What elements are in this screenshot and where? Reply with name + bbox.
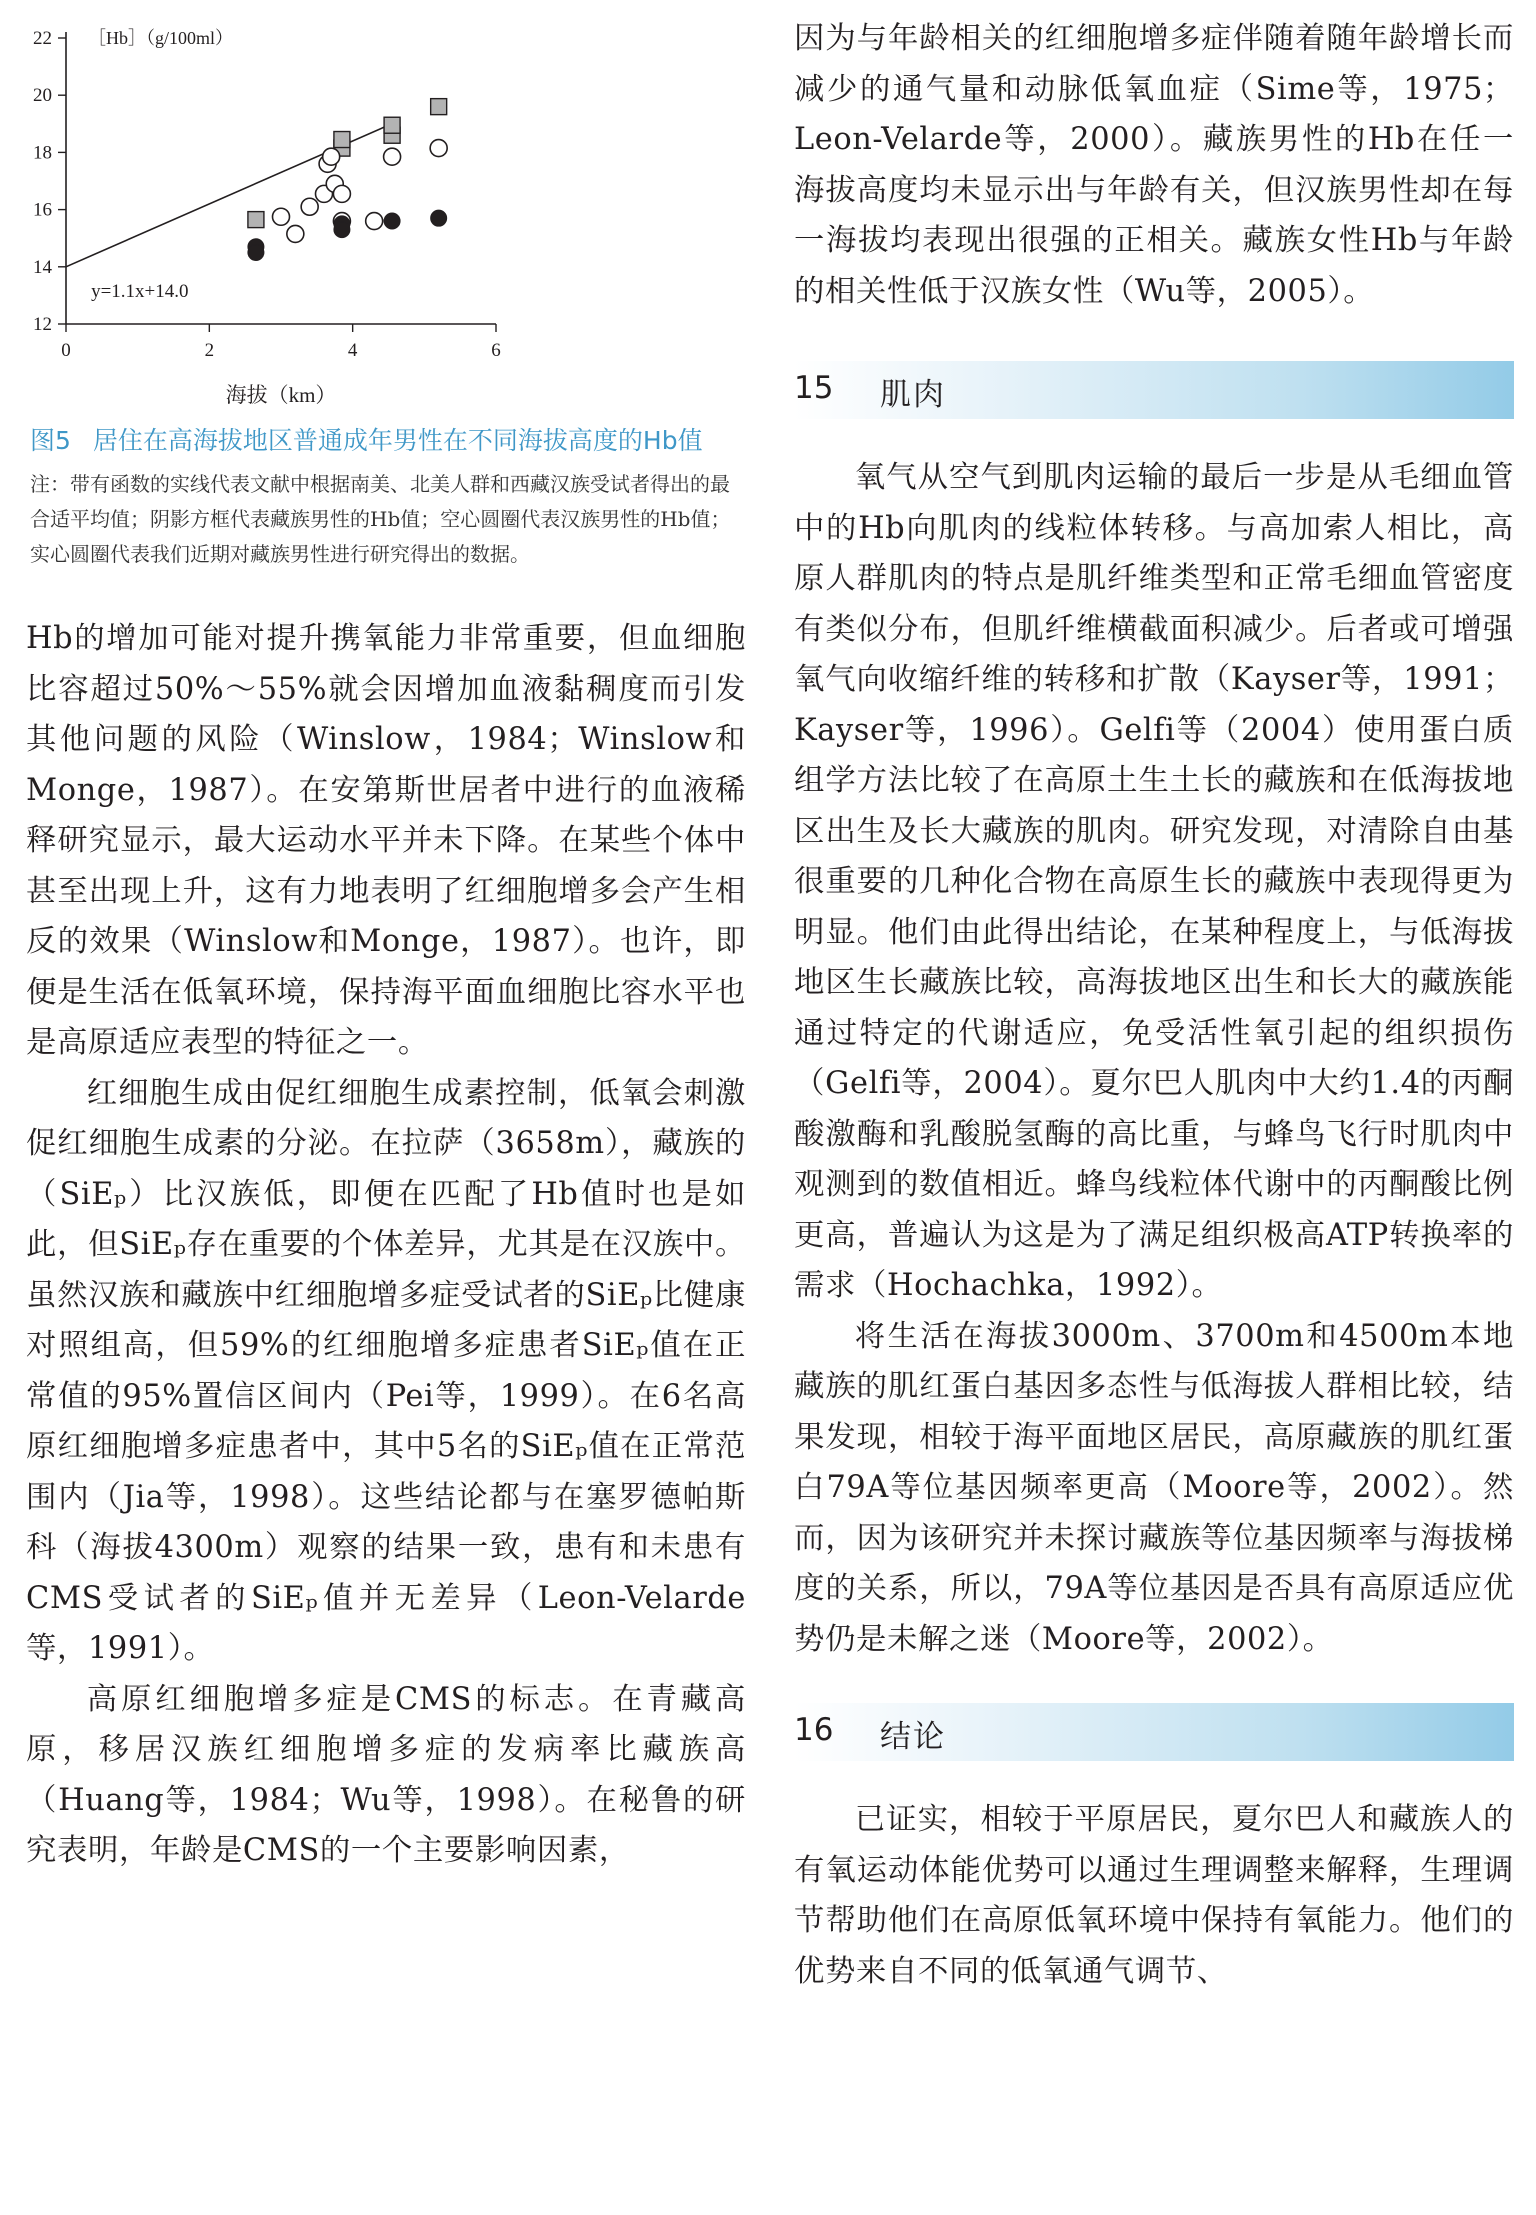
section-title: 肌肉 (880, 377, 946, 413)
hb-altitude-chart (26, 0, 746, 420)
data-point-open-circle (384, 148, 401, 165)
y-tick-label: 20 (33, 85, 52, 107)
section-heading-15 (794, 361, 1514, 419)
data-point-open-circle (301, 198, 318, 215)
x-tick-label: 6 (491, 340, 501, 361)
y-tick-label: 16 (33, 199, 52, 221)
data-point-open-circle (333, 185, 350, 202)
section-number: 15 (794, 370, 834, 406)
y-tick-label: 18 (33, 142, 52, 164)
body-paragraph: 将生活在海拔3000m、3700m和4500m本地藏族的肌红蛋白基因多态性与低海拔人群相比较，结果发现，相较于海平面地区居民，高原藏族的肌红蛋白79A等位基因频率更高（Moore等，2002）。然而，因为该研究并未探讨藏族等位基因频率与海拔梯度的关系，所以，79A等位基因是否具有高原适应优势仍是未解之迷（Moore等，2002）。 (794, 1318, 1514, 1657)
data-point-open-circle (287, 225, 304, 242)
data-point-shaded-square (334, 132, 350, 148)
data-point-filled-circle (334, 222, 350, 238)
left-column (26, 0, 746, 1877)
section-title: 结论 (880, 1719, 946, 1755)
body-paragraph: 红细胞生成由促红细胞生成素控制，低氧会刺激促红细胞生成素的分泌。在拉萨（3658m），藏族的（SiEₚ）比汉族低，即便在匹配了Hb值时也是如此，但SiEₚ存在重要的个体差异，尤其是在汉族中。虽然汉族和藏族中红细胞增多症受试者的SiEₚ比健康对照组高，但59%的红细胞增多症患者SiEₚ值在正常值的95%置信区间内（Pei等，1999）。在6名高原红细胞增多症患者中，其中5名的SiEₚ值在正常范围内（Jia等，1998）。这些结论都与在塞罗德帕斯科（海拔4300m）观察的结果一致，患有和未患有CMS受试者的SiEₚ值并无差异（Leon-Velarde等，1991）。 (26, 1075, 746, 1666)
figure-caption-block (26, 418, 746, 572)
body-paragraph: 因为与年龄相关的红细胞增多症伴随着随年龄增长而减少的通气量和动脉低氧血症（Sime等，1975；Leon-Velarde等，2000）。藏族男性的Hb在任一海拔高度均未显示出与年龄有关，但汉族男性却在每一海拔均表现出很强的正相关。藏族女性Hb与年龄的相关性低于汉族女性（Wu等，2005）。 (794, 21, 1514, 309)
body-paragraph: 氧气从空气到肌肉运输的最后一步是从毛细血管中的Hb向肌肉的线粒体转移。与高加索人相比，高原人群肌肉的特点是肌纤维类型和正常毛细血管密度有类似分布，但肌纤维横截面积减少。后者或可增强氧气向收缩纤维的转移和扩散（Kayser等，1991；Kayser等，1996）。Gelfi等（2004）使用蛋白质组学方法比较了在高原土生土长的藏族和在低海拔地区出生及长大藏族的肌肉。研究发现，对清除自由基很重要的几种化合物在高原生长的藏族中表现得更为明显。他们由此得出结论，在某种程度上，与低海拔地区生长藏族比较，高海拔地区出生和长大的藏族能通过特定的代谢适应，免受活性氧引起的组织损伤（Gelfi等，2004）。夏尔巴人肌肉中大约1.4的丙酮酸激酶和乳酸脱氢酶的高比重，与蜂鸟飞行时肌肉中观测到的数值相近。蜂鸟线粒体代谢中的丙酮酸比例更高，普遍认为这是为了满足组织极高ATP转换率的需求（Hochachka，1992）。 (794, 460, 1514, 1303)
x-tick-label: 0 (61, 340, 71, 361)
figure-caption (26, 418, 746, 463)
section-15-body (794, 453, 1514, 1665)
left-body (26, 614, 746, 1877)
figure-note: 注：带有函数的实线代表文献中根据南美、北美人群和西藏汉族受试者得出的最合适平均值；阴影方框代表藏族男性的Hb值；空心圆圈代表汉族男性的Hb值；实心圆圈代表我们近期对藏族男性进行研究得出的数据。 (30, 472, 731, 566)
data-point-shaded-square (248, 212, 264, 228)
section-heading-16 (794, 1703, 1514, 1761)
section-16-body (794, 1795, 1514, 1997)
figure-title: 居住在高海拔地区普通成年男性在不同海拔高度的Hb值 (92, 426, 703, 455)
fit-line-label: y=1.1x+14.0 (91, 280, 189, 302)
body-paragraph: Hb的增加可能对提升携氧能力非常重要，但血细胞比容超过50%～55%就会因增加血液黏稠度而引发其他问题的风险（Winslow，1984；Winslow和Monge，1987）。在安第斯世居者中进行的血液稀释研究显示，最大运动水平并未下降。在某些个体中甚至出现上升，这有力地表明了红细胞增多会产生相反的效果（Winslow和Monge，1987）。也许，即便是生活在低氧环境，保持海平面血细胞比容水平也是高原适应表型的特征之一。 (26, 621, 746, 1060)
data-point-shaded-square (384, 117, 400, 133)
figure-5 (26, 0, 746, 596)
data-point-shaded-square (431, 99, 447, 115)
data-point-open-circle (430, 140, 447, 157)
x-tick-label: 4 (347, 340, 358, 361)
x-tick-label: 2 (204, 340, 215, 361)
y-tick-label: 14 (33, 256, 52, 278)
y-axis-title: ［Hb］（g/100ml） (88, 28, 234, 48)
right-column (794, 0, 1514, 1997)
y-tick-label: 12 (33, 314, 52, 335)
body-paragraph: 高原红细胞增多症是CMS的标志。在青藏高原，移居汉族红细胞增多症的发病率比藏族高（Huang等，1984；Wu等，1998）。在秘鲁的研究表明，年龄是CMS的一个主要影响因素， (26, 1681, 746, 1868)
body-paragraph: 已证实，相较于平原居民，夏尔巴人和藏族人的有氧运动体能优势可以通过生理调整来解释，生理调节帮助他们在高原低氧环境中保持有氧能力。他们的优势来自不同的低氧通气调节、 (794, 1802, 1514, 1989)
data-point-open-circle (366, 213, 383, 230)
y-tick-label: 22 (33, 28, 52, 49)
section-number: 16 (794, 1712, 834, 1748)
data-point-filled-circle (384, 213, 400, 229)
data-point-open-circle (273, 208, 290, 225)
data-point-open-circle (323, 148, 340, 165)
data-point-filled-circle (248, 245, 264, 261)
figure-number: 图5 (30, 426, 71, 455)
data-point-filled-circle (431, 210, 447, 226)
x-axis-title: 海拔（km） (225, 383, 337, 407)
